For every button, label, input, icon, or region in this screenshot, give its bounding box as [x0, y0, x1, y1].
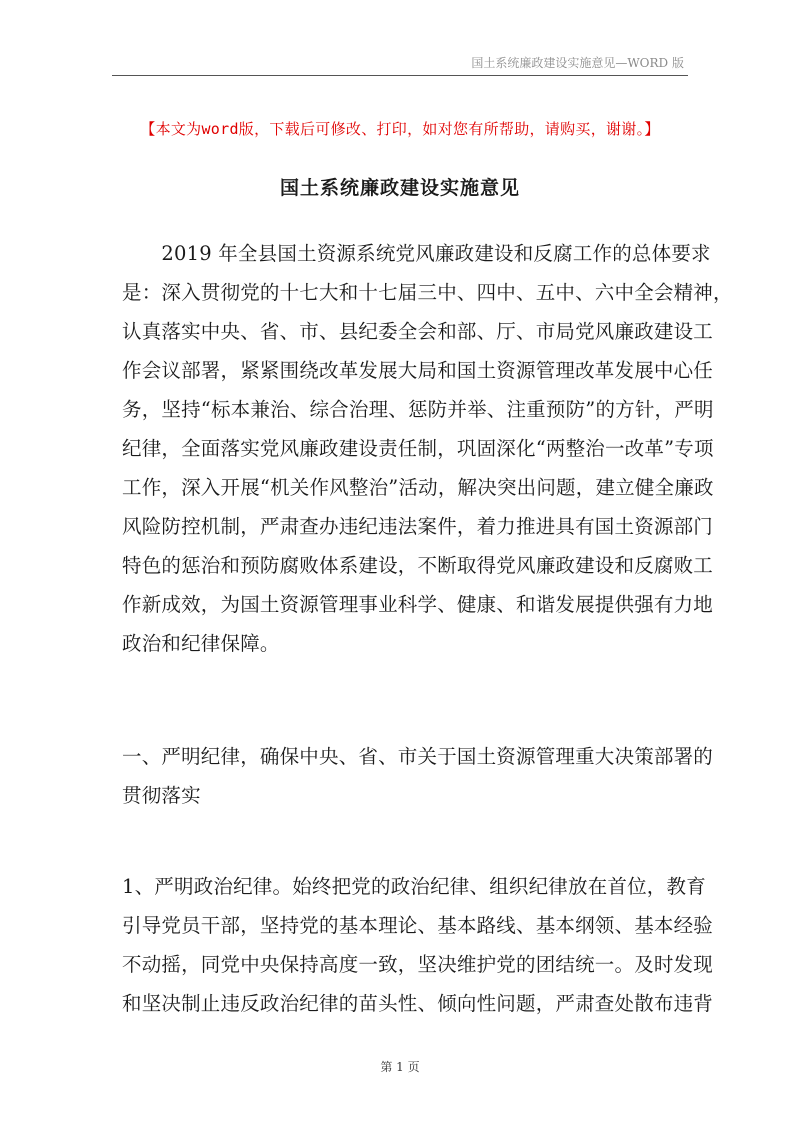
text-line: 2019 年全县国土资源系统党风廉政建设和反腐工作的总体要求	[122, 242, 711, 265]
text-line: 纪律，全面落实党风廉政建设责任制，巩固深化“两整治一改革”专项	[122, 437, 714, 460]
text-line: 作新成效，为国土资源管理事业科学、健康、和谐发展提供强有力地	[122, 593, 714, 616]
document-title: 国土系统廉政建设实施意见	[279, 177, 520, 199]
page-footer	[0, 1058, 800, 1075]
text-line: 是：深入贯彻党的十七大和十七届三中、四中、五中、六中全会精神，	[122, 281, 733, 304]
page-number: 1	[396, 1060, 404, 1074]
heading-line: 一、严明纪律，确保中央、省、市关于国土资源管理重大决策部署的	[122, 745, 714, 768]
text-line: 政治和纪律保障。	[122, 632, 280, 655]
header-divider	[112, 75, 688, 76]
footer-prefix: 第	[380, 1060, 393, 1074]
text-line: 作会议部署，紧紧围绕改革发展大局和国土资源管理改革发展中心任	[122, 359, 714, 382]
footer-suffix: 页	[407, 1060, 420, 1074]
text-line: 务，坚持“标本兼治、综合治理、惩防并举、注重预防”的方针，严明	[122, 398, 714, 421]
text-line: 1、严明政治纪律。始终把党的政治纪律、组织纪律放在首位，教育	[122, 875, 706, 898]
text-line: 和坚决制止违反政治纪律的苗头性、倾向性问题，严肃查处散布违背	[122, 992, 714, 1015]
heading-line: 贯彻落实	[122, 784, 201, 807]
text-line: 特色的惩治和预防腐败体系建设，不断取得党风廉政建设和反腐败工	[122, 554, 714, 577]
text-line: 引导党员干部，坚持党的基本理论、基本路线、基本纲领、基本经验	[122, 914, 714, 937]
text-line: 工作，深入开展“机关作风整治”活动，解决突出问题，建立健全廉政	[122, 476, 714, 499]
text-line: 认真落实中央、省、市、县纪委全会和部、厅、市局党风廉政建设工	[122, 320, 714, 343]
running-header: 国土系统廉政建设实施意见—WORD 版	[471, 56, 684, 70]
text-line: 不动摇，同党中央保持高度一致，坚决维护党的团结统一。及时发现	[122, 953, 714, 976]
download-notice: 【本文为word版，下载后可修改、打印，如对您有所帮助，请购买，谢谢。】	[140, 120, 660, 138]
text-line: 风险防控机制，严肃查办违纪违法案件，着力推进具有国土资源部门	[122, 515, 714, 538]
